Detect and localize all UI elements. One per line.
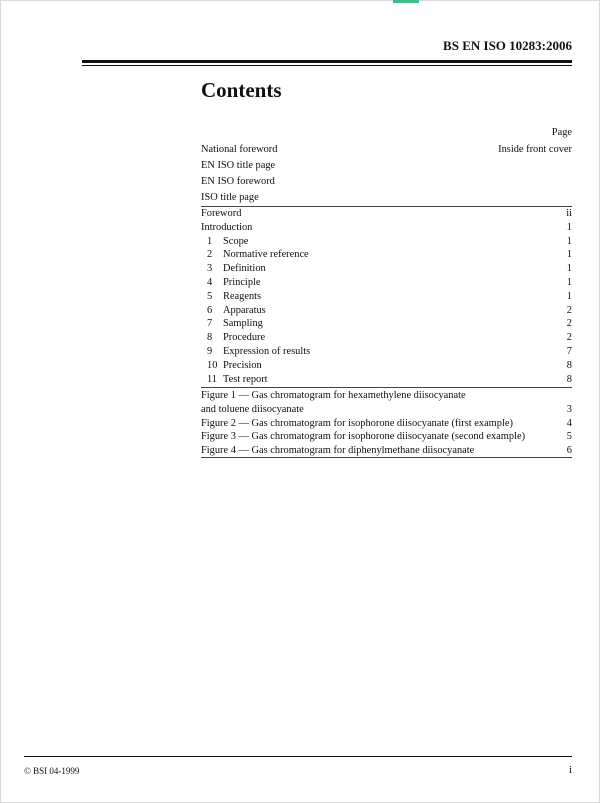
clause-title: Scope xyxy=(223,235,249,247)
clause-title: Precision xyxy=(223,359,262,371)
toc-entry[interactable] xyxy=(201,221,572,235)
toc-entry-page: 3 xyxy=(566,403,572,415)
clause-title: Procedure xyxy=(223,332,266,344)
clause-number: 3 xyxy=(207,263,213,275)
toc-clause-entry[interactable] xyxy=(201,290,572,304)
toc-entry-page: 6 xyxy=(566,444,572,456)
toc-entry[interactable] xyxy=(201,142,572,158)
toc-entry-label: Introduction xyxy=(201,221,253,233)
figure-caption-line: Figure 3 — Gas chromatogram for isophorone diisocyanate (second example) xyxy=(201,431,526,443)
toc-entry-label: EN ISO foreword xyxy=(201,176,275,187)
toc-figure-entry[interactable] xyxy=(201,417,572,431)
toc-clause-entry[interactable] xyxy=(201,248,572,262)
footer-rule xyxy=(24,756,572,757)
footer-page-number: i xyxy=(568,764,572,776)
clause-title: Sampling xyxy=(223,318,263,330)
toc-entry-page: 1 xyxy=(566,276,572,288)
toc-entry-page: 2 xyxy=(566,318,572,330)
clause-number: 11 xyxy=(207,373,218,385)
toc-entry-page: 2 xyxy=(566,304,572,316)
toc-clause-entry[interactable] xyxy=(201,331,572,345)
toc-entry-page: 1 xyxy=(566,249,572,261)
toc-entry[interactable] xyxy=(201,158,572,174)
toc-entry-page: 5 xyxy=(566,431,572,443)
main-contents-list xyxy=(201,206,572,386)
clause-number: 2 xyxy=(207,249,213,261)
toc-entry[interactable] xyxy=(201,207,572,221)
toc-clause-entry[interactable] xyxy=(201,235,572,249)
toc-entry-label: National foreword xyxy=(201,144,278,155)
clause-title: Normative reference xyxy=(223,249,309,261)
toc-entry-page: 1 xyxy=(566,221,572,233)
toc-entry-page: 8 xyxy=(566,373,572,385)
toc-clause-entry[interactable] xyxy=(201,373,572,387)
document-identifier: BS EN ISO 10283:2006 xyxy=(443,38,572,53)
page-column-heading-row xyxy=(201,126,572,142)
toc-entry-label: EN ISO title page xyxy=(201,160,276,171)
toc-entry-page: 2 xyxy=(566,332,572,344)
toc-entry-label: Foreword xyxy=(201,208,242,219)
toc-clause-entry[interactable] xyxy=(201,317,572,331)
toc-entry[interactable] xyxy=(201,190,572,206)
clause-title: Reagents xyxy=(223,290,262,302)
footer-copyright: © BSI 04-1999 xyxy=(24,766,80,776)
clause-number: 8 xyxy=(207,332,213,344)
clause-title: Test report xyxy=(223,373,268,385)
toc-entry[interactable] xyxy=(201,174,572,190)
clause-title: Apparatus xyxy=(223,304,266,316)
contents-table xyxy=(201,126,572,458)
clause-title: Principle xyxy=(223,276,261,288)
header-rule-thick xyxy=(82,60,572,63)
toc-entry-page: 4 xyxy=(566,417,572,429)
figure-caption-line: Figure 2 — Gas chromatogram for isophorone diisocyanate (first example) xyxy=(201,417,513,429)
clause-number: 10 xyxy=(207,359,218,371)
toc-clause-entry[interactable] xyxy=(201,304,572,318)
clause-number: 7 xyxy=(207,318,213,330)
toc-entry-page: 8 xyxy=(566,359,572,371)
toc-entry-page: Inside front cover xyxy=(498,144,572,155)
page-column-heading: Page xyxy=(551,127,572,138)
toc-figure-entry[interactable] xyxy=(201,444,572,458)
toc-clause-entry[interactable] xyxy=(201,262,572,276)
page-title: Contents xyxy=(201,78,282,102)
clause-number: 5 xyxy=(207,290,213,302)
clause-title: Definition xyxy=(223,263,266,275)
toc-clause-entry[interactable] xyxy=(201,359,572,373)
toc-entry-page: 7 xyxy=(566,345,572,357)
toc-clause-entry[interactable] xyxy=(201,345,572,359)
clause-title: Expression of results xyxy=(223,345,311,357)
figure-caption-line: and toluene diisocyanate xyxy=(201,403,304,415)
toc-entry-page: ii xyxy=(566,208,572,219)
clause-number: 9 xyxy=(207,345,213,357)
figures-list xyxy=(201,387,572,458)
toc-entry-page: 1 xyxy=(566,235,572,247)
toc-figure-entry[interactable] xyxy=(201,430,572,444)
toc-entry-label: ISO title page xyxy=(201,192,259,203)
toc-entry-page: 1 xyxy=(566,263,572,275)
clause-number: 1 xyxy=(207,235,213,247)
top-accent-bar xyxy=(393,0,419,3)
toc-clause-entry[interactable] xyxy=(201,276,572,290)
figure-caption-line: Figure 4 — Gas chromatogram for diphenylmethane diisocyanate xyxy=(201,444,475,456)
toc-figure-entry[interactable] xyxy=(201,389,572,416)
front-matter-list xyxy=(201,142,572,206)
figure-caption-line: Figure 1 — Gas chromatogram for hexamethylene diisocyanate xyxy=(201,390,466,402)
toc-entry-page: 1 xyxy=(566,290,572,302)
clause-number: 4 xyxy=(207,276,213,288)
header-rule-thin xyxy=(82,65,572,66)
clause-number: 6 xyxy=(207,304,213,316)
